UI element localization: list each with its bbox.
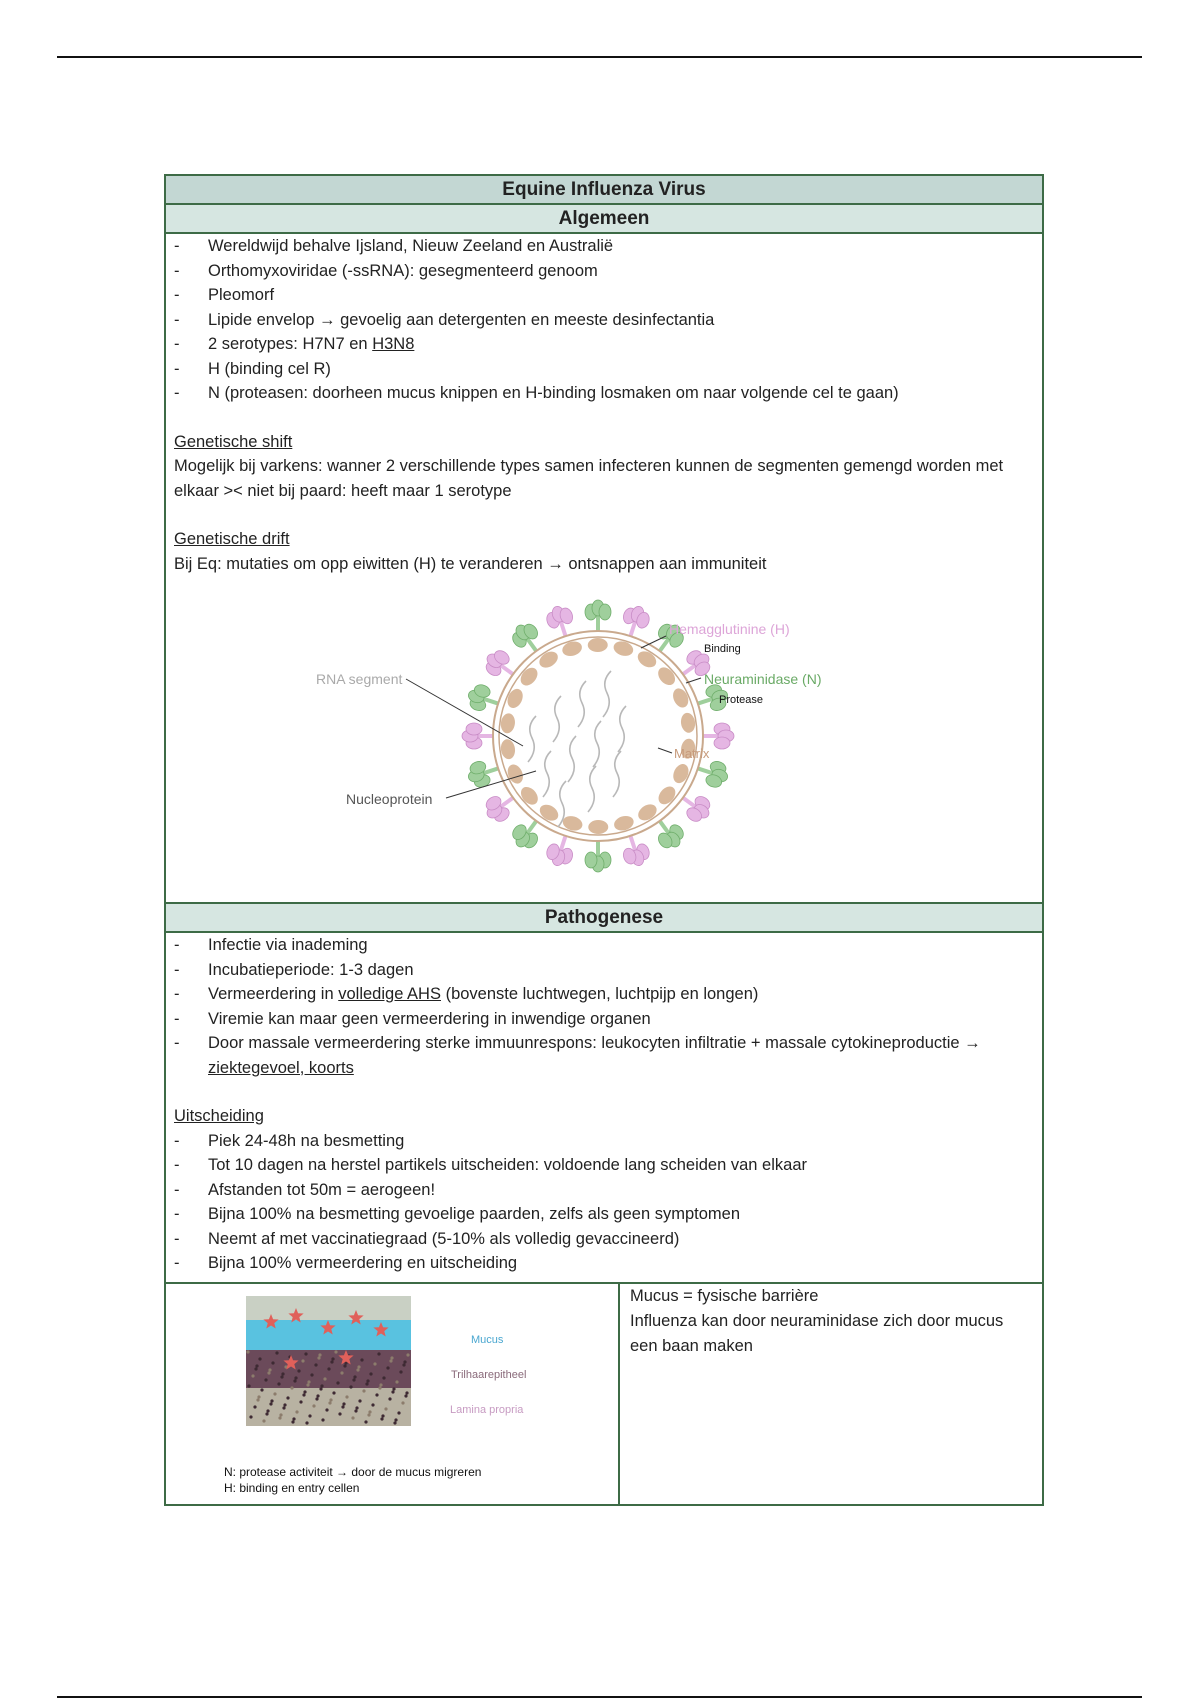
matrix-protein bbox=[500, 712, 517, 734]
neuraminidase-spike bbox=[467, 683, 498, 713]
list-item: - Orthomyxoviridae (-ssRNA): gesegmenteerd genoom bbox=[174, 259, 1034, 284]
hemagglutinin-spike bbox=[621, 605, 651, 636]
rna-segment bbox=[568, 736, 576, 782]
cell-dot bbox=[258, 1357, 261, 1360]
cell-dot bbox=[345, 1395, 348, 1398]
hemagglutinin-spike bbox=[484, 648, 513, 678]
cell-dot bbox=[307, 1380, 310, 1383]
cell-dot bbox=[395, 1380, 398, 1383]
section-heading-pathogenese: Pathogenese bbox=[166, 902, 1042, 933]
cell-dot bbox=[327, 1367, 330, 1370]
matrix-protein bbox=[537, 801, 561, 824]
pathogenese-section bbox=[166, 933, 1042, 1282]
matrix-protein bbox=[670, 762, 691, 786]
cell-dot bbox=[389, 1359, 392, 1362]
cell-dot bbox=[357, 1365, 360, 1368]
cell-dot bbox=[319, 1387, 322, 1390]
cell-dot bbox=[330, 1360, 333, 1363]
rna-segment bbox=[603, 671, 611, 717]
cell-dot bbox=[388, 1397, 391, 1400]
drift-title: Genetische drift bbox=[174, 530, 290, 548]
rna-segment bbox=[543, 751, 551, 797]
hemagglutinin-spike bbox=[683, 794, 712, 824]
matrix-protein bbox=[505, 686, 526, 710]
label-hemagglutinine: Hemagglutinine (H) bbox=[669, 621, 790, 637]
cell-dot bbox=[316, 1394, 319, 1397]
label-trilhaarepitheel: Trilhaarepitheel bbox=[451, 1368, 527, 1381]
list-item: - Infectie via inademing bbox=[174, 933, 1034, 958]
cell-dot bbox=[375, 1393, 378, 1396]
cell-dot bbox=[377, 1352, 380, 1355]
cell-dot bbox=[302, 1393, 305, 1396]
cell-dot bbox=[281, 1372, 284, 1375]
list-item: - Bijna 100% na besmetting gevoelige paarden, zelfs als geen symptomen bbox=[174, 1202, 1034, 1227]
list-item: - H (binding cel R) bbox=[174, 357, 1034, 382]
cell-dot bbox=[321, 1418, 324, 1421]
cell-dot bbox=[405, 1391, 408, 1394]
list-item: - Tot 10 dagen na herstel partikels uitscheiden: voldoende lang scheiden van elkaar bbox=[174, 1153, 1034, 1178]
matrix-protein bbox=[612, 639, 635, 658]
cell-dot bbox=[282, 1406, 285, 1409]
footer-rule bbox=[57, 1696, 1142, 1698]
cell-dot bbox=[305, 1421, 308, 1424]
cell-dot bbox=[262, 1419, 265, 1422]
hemagglutinin-spike bbox=[621, 836, 651, 867]
cell-dot bbox=[315, 1397, 318, 1400]
cell-dot bbox=[367, 1413, 370, 1416]
virus-envelope-inner bbox=[499, 637, 697, 835]
cell-dot bbox=[358, 1399, 361, 1402]
neuraminidase-spike bbox=[467, 759, 498, 789]
matrix-protein bbox=[655, 664, 679, 688]
cell-dot bbox=[323, 1377, 326, 1380]
virus-envelope-outer bbox=[493, 631, 703, 841]
cell-dot bbox=[253, 1405, 256, 1408]
list-item: - Neemt af met vaccinatiegraad (5-10% als volledig gevaccineerd) bbox=[174, 1227, 1034, 1252]
matrix-protein bbox=[670, 686, 691, 710]
drift-text: Bij Eq: mutaties om opp eiwitten (H) te veranderen → ontsnappen aan immuniteit bbox=[174, 554, 767, 573]
rna-segment bbox=[578, 681, 586, 727]
cell-dot bbox=[260, 1388, 263, 1391]
cell-dot bbox=[270, 1399, 273, 1402]
list-item: - Bijna 100% vermeerdering en uitscheiding bbox=[174, 1251, 1034, 1276]
list-item: - Vermeerdering in volledige AHS (bovenste luchtwegen, luchtpijp en longen) bbox=[174, 982, 1034, 1007]
cell-dot bbox=[257, 1395, 260, 1398]
uitscheiding-title: Uitscheiding bbox=[174, 1107, 264, 1125]
list-item: - Door massale vermeerdering sterke immuunrespons: leukocyten infiltratie + massale cytokineproductie → ziektegevoel, koorts bbox=[174, 1031, 1034, 1080]
neuraminidase-spike bbox=[585, 600, 611, 631]
cell-dot bbox=[249, 1415, 252, 1418]
matrix-protein bbox=[536, 648, 560, 671]
hemagglutinin-spike bbox=[462, 723, 493, 749]
matrix-proteins bbox=[500, 638, 697, 834]
cell-dot bbox=[380, 1417, 383, 1420]
cell-dot bbox=[343, 1364, 346, 1367]
cell-dot bbox=[382, 1376, 385, 1379]
cell-dot bbox=[393, 1421, 396, 1424]
cell-dot bbox=[340, 1371, 343, 1374]
cell-dot bbox=[338, 1412, 341, 1415]
neuraminidase-spike bbox=[698, 759, 729, 789]
cell-dot bbox=[406, 1353, 409, 1356]
list-item: - Viremie kan maar geen vermeerdering in inwendige organen bbox=[174, 1007, 1034, 1032]
cell-dot bbox=[368, 1410, 371, 1413]
cell-dot bbox=[269, 1402, 272, 1405]
cell-dot bbox=[336, 1381, 339, 1384]
cell-dot bbox=[255, 1364, 258, 1367]
cell-dot bbox=[265, 1412, 268, 1415]
neuraminidase-spike bbox=[510, 821, 540, 850]
cell-dot bbox=[401, 1401, 404, 1404]
mucus-row bbox=[166, 1282, 1042, 1506]
hemagglutinin-spike bbox=[545, 605, 575, 636]
rna-segment bbox=[593, 721, 601, 767]
cell-dot bbox=[373, 1362, 376, 1365]
cell-dot bbox=[325, 1408, 328, 1411]
cell-dot bbox=[342, 1402, 345, 1405]
cell-dot bbox=[320, 1384, 323, 1387]
cell-dot bbox=[365, 1382, 368, 1385]
cell-dot bbox=[331, 1357, 334, 1360]
cell-dot bbox=[310, 1373, 313, 1376]
matrix-protein bbox=[588, 820, 608, 834]
cell-dot bbox=[332, 1391, 335, 1394]
list-item: - Piek 24-48h na besmetting bbox=[174, 1129, 1034, 1154]
ahs-underlined: volledige AHS bbox=[338, 985, 441, 1003]
rna-segment bbox=[588, 766, 596, 812]
cell-dot bbox=[354, 1409, 357, 1412]
cell-dot bbox=[397, 1411, 400, 1414]
cell-dot bbox=[246, 1350, 249, 1353]
section-heading-algemeen: Algemeen bbox=[166, 205, 1042, 234]
cell-dot bbox=[390, 1356, 393, 1359]
cell-dot bbox=[271, 1361, 274, 1364]
list-item: - Pleomorf bbox=[174, 283, 1034, 308]
cell-dot bbox=[297, 1369, 300, 1372]
cell-dot bbox=[308, 1414, 311, 1417]
cell-dot bbox=[279, 1413, 282, 1416]
hemagglutinin-spike bbox=[545, 836, 575, 867]
cell-dot bbox=[264, 1378, 267, 1381]
list-item: - N (proteasen: doorheen mucus knippen en H-binding losmaken om naar volgende cel te gaan) bbox=[174, 381, 1034, 406]
matrix-pointer bbox=[658, 748, 672, 753]
cell-dot bbox=[369, 1372, 372, 1375]
uitscheiding-list bbox=[174, 1129, 1034, 1282]
symptoms-underlined: ziektegevoel, koorts bbox=[208, 1058, 354, 1077]
list-item bbox=[174, 332, 1034, 357]
matrix-protein bbox=[655, 783, 679, 807]
label-neuraminidase: Neuraminidase (N) bbox=[704, 671, 822, 687]
matrix-protein bbox=[680, 712, 697, 734]
cell-dot bbox=[312, 1404, 315, 1407]
cell-dot bbox=[317, 1356, 320, 1359]
rna-segments bbox=[528, 671, 626, 827]
cell-dot bbox=[355, 1406, 358, 1409]
caption-h: H: binding en entry cellen bbox=[224, 1480, 360, 1495]
rna-segment bbox=[553, 696, 561, 742]
cell-dot bbox=[384, 1407, 387, 1410]
mucus-illustration bbox=[216, 1288, 556, 1468]
cell-dot bbox=[394, 1418, 397, 1421]
cell-dot bbox=[353, 1375, 356, 1378]
cell-dot bbox=[280, 1375, 283, 1378]
rna-segment bbox=[613, 751, 621, 797]
cell-dot bbox=[267, 1371, 270, 1374]
caption-n: N: protease activiteit → door de mucus migreren bbox=[224, 1464, 482, 1479]
cell-dot bbox=[247, 1384, 250, 1387]
cell-dot bbox=[329, 1398, 332, 1401]
cell-dot bbox=[278, 1416, 281, 1419]
cell-dot bbox=[341, 1405, 344, 1408]
cell-dot bbox=[366, 1379, 369, 1382]
cell-dot bbox=[277, 1382, 280, 1385]
label-lamina-propria: Lamina propria bbox=[450, 1403, 524, 1416]
cell-dot bbox=[362, 1389, 365, 1392]
cell-dot bbox=[290, 1386, 293, 1389]
cell-dot bbox=[254, 1367, 257, 1370]
neuraminidase-spike bbox=[510, 622, 540, 651]
cell-dot bbox=[334, 1350, 337, 1353]
matrix-protein bbox=[505, 762, 526, 786]
label-binding: Binding bbox=[704, 643, 741, 655]
serotype-text: 2 serotypes: H7N7 en bbox=[208, 335, 368, 353]
cell-dot bbox=[349, 1385, 352, 1388]
cell-dot bbox=[391, 1390, 394, 1393]
cell-dot bbox=[283, 1403, 286, 1406]
cell-dot bbox=[392, 1387, 395, 1390]
cell-dot bbox=[399, 1370, 402, 1373]
cell-dot bbox=[314, 1363, 317, 1366]
cell-dot bbox=[351, 1416, 354, 1419]
mucus-line-2: Influenza kan door neuraminidase zich door mucus een baan maken bbox=[630, 1311, 1004, 1355]
rna-segment bbox=[618, 706, 626, 752]
mucus-line-1: Mucus = fysische barrière bbox=[630, 1286, 819, 1305]
matrix-protein bbox=[635, 801, 659, 824]
cell-dot bbox=[379, 1383, 382, 1386]
cell-dot bbox=[292, 1417, 295, 1420]
cell-dot bbox=[273, 1392, 276, 1395]
cell-dot bbox=[251, 1374, 254, 1377]
matrix-protein bbox=[517, 664, 541, 688]
cell-dot bbox=[318, 1353, 321, 1356]
cell-dot bbox=[299, 1400, 302, 1403]
shift-title: Genetische shift bbox=[174, 432, 293, 451]
algemeen-list bbox=[174, 234, 1034, 406]
cell-dot bbox=[402, 1363, 405, 1366]
cell-dot bbox=[360, 1358, 363, 1361]
label-protease: Protease bbox=[719, 694, 764, 706]
cell-dot bbox=[404, 1394, 407, 1397]
cell-dot bbox=[306, 1383, 309, 1386]
label-mucus: Mucus bbox=[471, 1333, 504, 1346]
cell-dot bbox=[304, 1352, 307, 1355]
cell-dot bbox=[328, 1401, 331, 1404]
cell-dot bbox=[293, 1379, 296, 1382]
cell-dot bbox=[301, 1359, 304, 1362]
pathogenese-list bbox=[174, 933, 1034, 1080]
header-rule bbox=[57, 56, 1142, 58]
cell-dot bbox=[403, 1360, 406, 1363]
neuraminidase-spike bbox=[585, 841, 611, 872]
mucus-figure bbox=[166, 1284, 620, 1504]
document-title: Equine Influenza Virus bbox=[166, 176, 1042, 205]
list-item: - Incubatieperiode: 1-3 dagen bbox=[174, 958, 1034, 983]
matrix-protein bbox=[612, 814, 635, 833]
cell-dot bbox=[371, 1403, 374, 1406]
lamina-layer bbox=[246, 1388, 411, 1426]
label-matrix: Matrix bbox=[674, 746, 710, 761]
algemeen-section bbox=[166, 234, 1042, 576]
matrix-protein bbox=[635, 648, 659, 671]
cell-dot bbox=[352, 1378, 355, 1381]
mucus-explanation bbox=[620, 1284, 1042, 1504]
cell-dot bbox=[266, 1409, 269, 1412]
label-nucleoprotein: Nucleoprotein bbox=[346, 791, 433, 807]
document-table bbox=[164, 174, 1044, 1506]
cell-dot bbox=[364, 1420, 367, 1423]
matrix-protein bbox=[588, 638, 608, 652]
cell-dot bbox=[291, 1420, 294, 1423]
cell-dot bbox=[303, 1390, 306, 1393]
list-item: - Lipide envelop → gevoelig aan detergenten en meeste desinfectantia bbox=[174, 308, 1034, 333]
cell-dot bbox=[386, 1366, 389, 1369]
serotype-underlined: H3N8 bbox=[372, 335, 415, 353]
list-item: - Wereldwijd behalve Ijsland, Nieuw Zeeland en Australië bbox=[174, 234, 1034, 259]
cell-dot bbox=[378, 1386, 381, 1389]
virus-diagram bbox=[166, 576, 1042, 902]
cell-dot bbox=[268, 1368, 271, 1371]
shift-text: Mogelijk bij varkens: wanner 2 verschillende types samen infecteren kunnen de segmenten gemengd worden met elkaar >< niet bij paard: heeft maar 1 serotype bbox=[174, 457, 1004, 500]
cell-dot bbox=[286, 1396, 289, 1399]
matrix-protein bbox=[561, 814, 584, 833]
label-rna: RNA segment bbox=[316, 671, 403, 687]
mucus-caption bbox=[224, 1464, 481, 1496]
rna-segment bbox=[528, 716, 536, 762]
matrix-protein bbox=[500, 738, 517, 760]
cell-dot bbox=[256, 1398, 259, 1401]
cell-dot bbox=[381, 1414, 384, 1417]
cell-dot bbox=[356, 1368, 359, 1371]
matrix-protein bbox=[518, 784, 542, 808]
cell-dot bbox=[294, 1376, 297, 1379]
neuraminidase-spike bbox=[656, 821, 686, 850]
virus-illustration bbox=[306, 586, 886, 886]
list-item: - Afstanden tot 50m = aerogeen! bbox=[174, 1178, 1034, 1203]
cell-dot bbox=[295, 1410, 298, 1413]
matrix-protein bbox=[561, 639, 584, 658]
cell-dot bbox=[275, 1351, 278, 1354]
hemagglutinin-spike bbox=[484, 794, 513, 824]
